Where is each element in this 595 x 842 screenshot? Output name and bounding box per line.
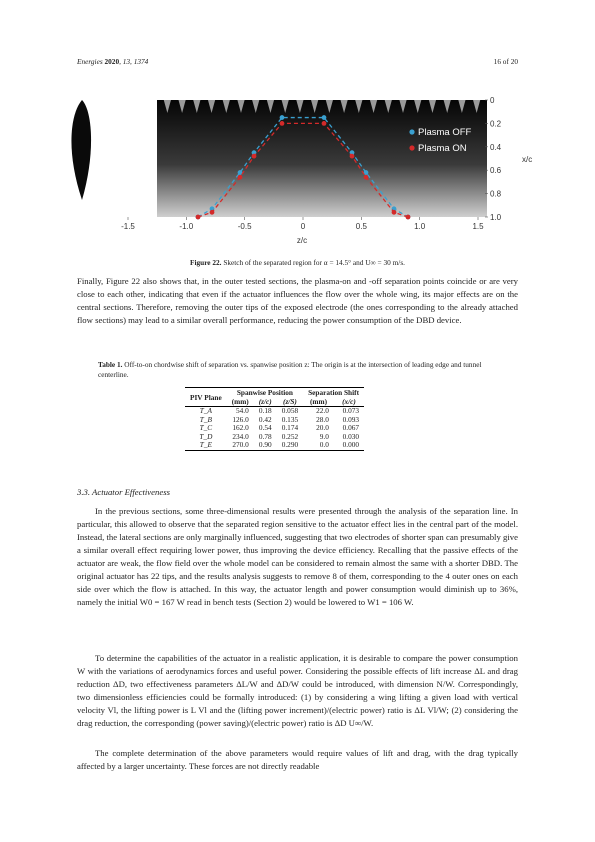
- unit-header: (x/c): [342, 397, 356, 406]
- table-caption-text: Off-to-on chordwise shift of separation vs. spanwise position z: The origin is at the intersection of leading edge and tunnel centerline.: [98, 360, 482, 379]
- journal-name: Energies: [77, 57, 103, 66]
- section-heading: 3.3. Actuator Effectiveness: [77, 487, 170, 497]
- data-point: [238, 175, 243, 180]
- paragraph-force-determination: The complete determination of the above parameters would require values of lift and drag, with the drag typically affected by a larger uncertainty. These forces are not directly readable: [77, 748, 518, 771]
- x-axis-label: z/c: [296, 236, 308, 245]
- table-cell: 20.0: [316, 423, 329, 432]
- table-cell: 0.000: [334, 441, 364, 450]
- figure-caption-text: Sketch of the separated region for α = 14.5° and U∞ = 30 m/s.: [223, 258, 405, 267]
- paragraph-actuator-effectiveness: In the previous sections, some three-dimensional results were presented through the analysis of the separation line. In particular, this allowed to observe that the separated region sensitive to the actuator effect lies in the central part of the model. Instead, the lateral sections are only marginally influenced, suggesting that two electrodes of shorter span can presumably give a similar overall effect requiring lower power, thus improving the device efficiency. Recalling that the passive effects of the actuator are weak, the flow field over the whole model can be considered to remain almost the same with a shorter DBD. The original actuator has 22 tips, and the results analysis suggests to remove 8 of them, corresponding to the 4 outer ones on each side over which the flow is attached. In this way, the actuator length and power consumption would diminish up to 36%, namely the initial W0 = 167 W read in bench tests (Section 2) would be lowered to W1 = 106 W.: [77, 506, 518, 607]
- running-header-citation: Energies 2020, 13, 1374: [77, 57, 149, 66]
- table-cell: T_C: [199, 423, 213, 432]
- x-tick-label: 0.5: [355, 222, 367, 231]
- unit-header: (z/S): [283, 397, 297, 406]
- col-header-piv-plane: PIV Plane: [185, 388, 227, 407]
- data-point: [322, 115, 327, 120]
- table-cell: 0.067: [342, 423, 360, 432]
- x-tick-label: 0: [300, 222, 306, 231]
- data-point: [280, 115, 285, 120]
- y-tick-label: 1.0: [490, 213, 502, 222]
- table-cell: 270.0: [227, 441, 254, 450]
- page-number: 16 of 20: [493, 57, 518, 66]
- table-cell: 162.0: [232, 423, 249, 432]
- journal-volume: 13, 1374: [122, 57, 149, 66]
- legend-marker-off: [409, 129, 414, 134]
- table-cell: 0.42: [258, 414, 272, 424]
- figure-22: [60, 92, 550, 252]
- y-tick-label: 0.2: [490, 119, 502, 129]
- table-caption-label: Table 1.: [98, 360, 123, 369]
- separation-shift-table: [185, 387, 364, 451]
- table-cell: 0.030: [342, 431, 360, 441]
- data-point: [280, 121, 285, 126]
- airfoil-silhouette: [71, 100, 91, 200]
- table-cell: 0.174: [281, 423, 299, 432]
- table-cell: 126.0: [232, 414, 249, 424]
- legend-label-on: Plasma ON: [418, 143, 467, 154]
- table-cell: 22.0: [303, 407, 334, 416]
- data-point: [364, 175, 369, 180]
- table-row: [185, 441, 364, 450]
- y-axis-label: x/c: [522, 155, 533, 164]
- journal-year: 2020: [104, 57, 120, 66]
- figure-caption-label: Figure 22.: [190, 258, 222, 267]
- table-cell: T_A: [185, 407, 227, 416]
- table-cell: 0.290: [277, 441, 303, 450]
- table-cell: T_E: [185, 441, 227, 450]
- y-tick-label: 0.8: [490, 189, 502, 199]
- table-cell: 54.0: [227, 407, 254, 416]
- table-caption: [98, 360, 503, 380]
- table-cell: T_D: [199, 431, 213, 441]
- data-point: [406, 215, 411, 220]
- table-cell: 0.058: [277, 407, 303, 416]
- paragraph-figure-discussion: Finally, Figure 22 also shows that, in the outer tested sections, the plasma-on and -off separation points coincide or are very close to each other, indicating that even if the actuator influences the flow over the whole wing, its major effects are on the central sections. Therefore, removing the outer tips of the exposed electrode (the ones corresponding to the already attached flow sections) may lead to a similar overall performance, reducing the power consumption of the DBD device.: [77, 276, 518, 325]
- table-cell: 0.0: [303, 441, 334, 450]
- data-point: [364, 170, 369, 175]
- table-cell: 0.093: [342, 414, 360, 424]
- paragraph-power-comparison: To determine the capabilities of the actuator in a realistic application, it is desirable to compare the power consumption W with the variations of aerodynamics forces and useful power. Considering the possible effects of lift increase ΔL and drag reduction ΔD, two effectiveness parameters ΔL/W and ΔD/W could be introduced, with dimension N/W. Correspondingly, two dimensionless efficiencies could be formally introduced: (1) by considering a wing lifting a given load with vertical velocity Vl, the lifting power is L Vl and the (lifting power increment)/(electric power) ratio is ΔL Vl/W; (2) considering the drag reduction, the corresponding (power saving)/(electric power) ratio is ΔD U∞/W.: [77, 653, 518, 728]
- table-cell: 0.54: [258, 423, 272, 432]
- table-cell: 0.90: [254, 441, 277, 450]
- col-group-shift: Separation Shift: [303, 388, 364, 398]
- data-point: [350, 154, 355, 159]
- x-tick-label: -0.5: [237, 222, 252, 231]
- table-cell: 0.18: [254, 407, 277, 416]
- unit-header: (mm): [231, 397, 249, 406]
- x-tick-label: -1.5: [121, 222, 135, 231]
- table-cell: 0.252: [281, 431, 299, 441]
- y-tick-label: 0: [490, 96, 495, 105]
- table-cell: 0.78: [258, 431, 272, 441]
- data-point: [210, 210, 215, 215]
- col-group-spanwise: Spanwise Position: [227, 388, 303, 398]
- unit-header: (mm): [310, 397, 328, 406]
- y-tick-label: 0.6: [490, 166, 502, 176]
- x-tick-label: 1.0: [414, 222, 426, 231]
- figure-caption: [77, 258, 518, 267]
- table-cell: T_B: [199, 414, 212, 424]
- x-tick-label: -1.0: [179, 222, 194, 231]
- legend-marker-on: [409, 145, 414, 150]
- table-cell: 28.0: [316, 414, 329, 424]
- table-cell: 0.135: [281, 414, 299, 424]
- x-tick-label: 1.5: [472, 222, 484, 231]
- data-point: [392, 210, 397, 215]
- y-tick-label: 0.4: [490, 142, 502, 152]
- unit-header: (z/c): [258, 397, 272, 406]
- data-point: [322, 121, 327, 126]
- table-cell: 9.0: [319, 431, 329, 441]
- legend-label-off: Plasma OFF: [418, 127, 472, 138]
- table-cell: 0.073: [334, 407, 364, 416]
- table-cell: 234.0: [232, 431, 249, 441]
- data-point: [196, 215, 201, 220]
- data-point: [252, 154, 257, 159]
